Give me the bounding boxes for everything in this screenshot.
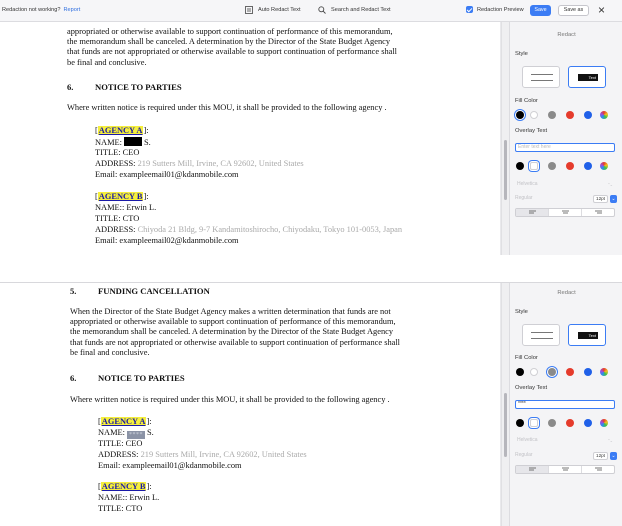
report-link[interactable]: Report xyxy=(63,7,81,13)
bracket: ]: xyxy=(146,482,152,491)
agency-a-title: TITLE: CEO xyxy=(95,148,140,157)
panel-title: Redact xyxy=(557,290,576,296)
section-5-body xyxy=(70,307,470,358)
section-title: FUNDING CANCELLATION xyxy=(98,286,210,296)
style-line xyxy=(531,338,553,339)
section-number: 6. xyxy=(70,373,77,383)
font-weight-select[interactable]: Regular xyxy=(515,195,533,201)
chevron-down-icon[interactable]: ⌄ xyxy=(611,196,616,202)
address-value: 219 Sutters Mill, Irvine, CA 92602, United States xyxy=(137,159,304,168)
redaction-notice xyxy=(2,7,80,13)
screenshot-redaction-black xyxy=(0,0,622,255)
agency-b-header xyxy=(98,482,152,492)
fill-color-label: Fill Color xyxy=(515,98,538,104)
color-swatch[interactable] xyxy=(584,368,592,376)
color-swatch[interactable] xyxy=(530,368,538,376)
font-size-row xyxy=(515,452,615,461)
style-line xyxy=(531,80,553,81)
style-line xyxy=(531,74,553,75)
align-center-button[interactable] xyxy=(549,466,582,473)
search-icon xyxy=(318,6,326,14)
redaction-notice-text: Redaction not working? xyxy=(2,7,61,13)
agency-a-label: AGENCY A xyxy=(101,417,146,426)
section-5-line: appropriated or otherwise available to support continuation of performance of this memorandum, xyxy=(67,27,393,36)
bracket: [ xyxy=(95,192,98,201)
color-swatch[interactable] xyxy=(530,111,538,119)
overlay-text-input[interactable]: **** xyxy=(515,400,615,409)
font-size-input[interactable]: 12pt xyxy=(593,452,608,460)
color-swatch[interactable] xyxy=(566,162,574,170)
section-5-body xyxy=(67,27,467,68)
screenshot-redaction-gray xyxy=(0,282,622,526)
color-swatch[interactable] xyxy=(516,162,524,170)
align-left-button[interactable] xyxy=(516,209,549,216)
color-swatch[interactable] xyxy=(584,111,592,119)
section-6-body: Where written notice is required under this MOU, it shall be provided to the following agency . xyxy=(67,103,387,112)
fill-color-label: Fill Color xyxy=(515,355,538,361)
section-6-heading xyxy=(70,373,185,383)
align-right-icon xyxy=(595,467,602,472)
color-swatch[interactable] xyxy=(566,111,574,119)
name-suffix: S. xyxy=(144,138,151,147)
agency-b-name: NAME:: Erwin L. xyxy=(98,493,160,502)
address-value: Chiyoda 21 Bldg, 9-7 Kandamitoshirocho, Chiyodaku, Tokyo 101-0053, Japan xyxy=(137,225,403,234)
section-5-heading xyxy=(70,286,210,296)
section-5-line: be final and conclusive. xyxy=(70,347,150,357)
color-swatch[interactable] xyxy=(584,419,592,427)
bracket: ]: xyxy=(143,192,149,201)
document-page xyxy=(0,22,500,255)
color-swatch[interactable] xyxy=(600,162,608,170)
color-swatch[interactable] xyxy=(566,368,574,376)
font-size-input[interactable]: 12pt xyxy=(593,195,608,203)
agency-a-email: Email: exampleemail01@kdanmobile.com xyxy=(95,170,239,179)
color-swatch[interactable] xyxy=(584,162,592,170)
document-page xyxy=(0,283,500,526)
text-align-group xyxy=(515,465,615,474)
section-number: 6. xyxy=(67,82,74,92)
redact-panel xyxy=(509,22,622,255)
style-label: Style xyxy=(515,51,528,57)
font-family-select[interactable]: Helvetica ⌃⌄ xyxy=(515,436,615,445)
color-swatch[interactable] xyxy=(516,368,524,376)
redaction-preview-checkbox[interactable] xyxy=(466,6,473,13)
section-5-line: be final and conclusive. xyxy=(67,57,147,67)
chevron-down-icon[interactable]: ⌄ xyxy=(611,453,616,459)
agency-a-address xyxy=(95,159,304,169)
section-5-line: the memorandum shall be canceled. A determination by the Director of the State Budget Agency xyxy=(67,37,391,47)
align-left-button[interactable] xyxy=(516,466,549,473)
agency-a-header xyxy=(98,417,152,427)
scrollbar-thumb[interactable] xyxy=(504,393,507,457)
section-title: NOTICE TO PARTIES xyxy=(98,373,185,383)
panel-title: Redact xyxy=(557,32,576,38)
close-icon[interactable]: × xyxy=(598,3,606,17)
color-swatch[interactable] xyxy=(600,419,608,427)
agency-b-label: AGENCY B xyxy=(101,482,146,491)
color-swatch[interactable] xyxy=(548,162,556,170)
agency-b-email: Email: exampleemail02@kdanmobile.com xyxy=(95,236,239,245)
agency-b-label: AGENCY B xyxy=(98,192,143,201)
color-swatch[interactable] xyxy=(530,419,538,427)
redaction-preview-toggle[interactable] xyxy=(466,6,524,13)
overlay-text-input[interactable]: Enter text here xyxy=(515,143,615,152)
align-left-icon xyxy=(529,467,536,472)
color-swatch[interactable] xyxy=(516,111,524,119)
agency-a-address xyxy=(98,450,307,460)
style-outline-button[interactable] xyxy=(522,324,560,346)
agency-b-title: TITLE: CTO xyxy=(98,504,143,513)
address-prefix: ADDRESS: xyxy=(95,225,136,234)
redaction-box[interactable]: **** xyxy=(129,432,143,438)
align-center-icon xyxy=(562,210,569,215)
address-prefix: ADDRESS: xyxy=(95,159,136,168)
text-align-group xyxy=(515,208,615,217)
section-title: NOTICE TO PARTIES xyxy=(95,82,182,92)
font-weight-select[interactable]: Regular xyxy=(515,452,533,458)
align-center-icon xyxy=(562,467,569,472)
scrollbar-thumb[interactable] xyxy=(504,140,507,200)
align-right-icon xyxy=(595,210,602,215)
color-swatch[interactable] xyxy=(600,368,608,376)
section-5-line: appropriated or otherwise available to support continuation of performance of this memorandum, xyxy=(70,317,396,327)
font-size-row xyxy=(515,195,615,204)
section-5-line: When the Director of the State Budget Agency makes a written determination that funds are not xyxy=(70,307,391,316)
auto-redact-label: Auto Redact Text xyxy=(258,7,301,13)
bracket: [ xyxy=(98,417,101,426)
section-5-line: that funds are not appropriated or otherwise available to support continuation of performance shall xyxy=(70,337,401,347)
redaction-box[interactable] xyxy=(124,137,142,146)
search-redact-label: Search and Redact Text xyxy=(331,7,391,13)
align-right-button[interactable] xyxy=(582,466,614,473)
address-value: 219 Sutters Mill, Irvine, CA 92602, United States xyxy=(140,450,307,459)
style-outline-button[interactable] xyxy=(522,66,560,88)
bracket: [ xyxy=(98,482,101,491)
agency-a-name xyxy=(98,428,154,439)
top-toolbar xyxy=(0,0,622,22)
auto-redact-icon xyxy=(245,6,253,14)
agency-b-header xyxy=(95,192,149,202)
align-center-button[interactable] xyxy=(549,209,582,216)
section-5-line: that funds are not appropriated or otherwise available to support continuation of performance shall xyxy=(67,47,398,57)
style-filled-button[interactable] xyxy=(568,324,606,346)
save-button[interactable]: Save xyxy=(530,5,551,16)
scrollbar[interactable] xyxy=(501,22,509,255)
agency-b-title: TITLE: CTO xyxy=(95,214,140,223)
agency-b-address xyxy=(95,225,402,235)
font-family-select[interactable]: Helvetica ⌃⌄ xyxy=(515,180,615,189)
section-6-body: Where written notice is required under this MOU, it shall be provided to the following agency . xyxy=(70,395,390,404)
style-filled-button[interactable] xyxy=(568,66,606,88)
style-line xyxy=(531,332,553,333)
align-right-button[interactable] xyxy=(582,209,614,216)
bracket: ]: xyxy=(143,126,149,135)
redact-panel xyxy=(509,283,622,526)
color-swatch[interactable] xyxy=(516,419,524,427)
agency-a-label: AGENCY A xyxy=(98,126,143,135)
align-left-icon xyxy=(529,210,536,215)
save-as-button[interactable]: Save as xyxy=(558,5,589,16)
color-swatch[interactable] xyxy=(566,419,574,427)
agency-b-name: NAME:: Erwin L. xyxy=(95,203,157,212)
scrollbar[interactable] xyxy=(501,283,509,526)
name-prefix: NAME: xyxy=(95,138,122,147)
search-redact-button[interactable] xyxy=(318,6,391,14)
agency-a-email: Email: exampleemail01@kdanmobile.com xyxy=(98,461,242,470)
auto-redact-button[interactable] xyxy=(245,6,301,14)
section-number: 5. xyxy=(70,286,77,296)
agency-a-header xyxy=(95,126,149,136)
style-label: Style xyxy=(515,309,528,315)
color-swatch[interactable] xyxy=(548,419,556,427)
bracket: ]: xyxy=(146,417,152,426)
color-swatch[interactable] xyxy=(548,111,556,119)
bracket: [ xyxy=(95,126,98,135)
style-text-sample: Text xyxy=(578,74,598,81)
redaction-preview-label: Redaction Preview xyxy=(477,6,524,13)
overlay-text-label: Overlay Text xyxy=(515,128,548,134)
name-prefix: NAME: xyxy=(98,428,125,437)
address-prefix: ADDRESS: xyxy=(98,450,139,459)
color-swatch[interactable] xyxy=(530,162,538,170)
color-swatch[interactable] xyxy=(600,111,608,119)
style-text-sample: Text xyxy=(578,332,598,339)
agency-a-title: TITLE: CEO xyxy=(98,439,143,448)
overlay-text-label: Overlay Text xyxy=(515,385,548,391)
section-6-heading xyxy=(67,82,182,92)
name-suffix: S. xyxy=(147,428,154,437)
agency-a-name xyxy=(95,137,151,148)
section-5-line: the memorandum shall be canceled. A determination by the Director of the State Budget Agency xyxy=(70,327,394,337)
color-swatch[interactable] xyxy=(548,368,556,376)
